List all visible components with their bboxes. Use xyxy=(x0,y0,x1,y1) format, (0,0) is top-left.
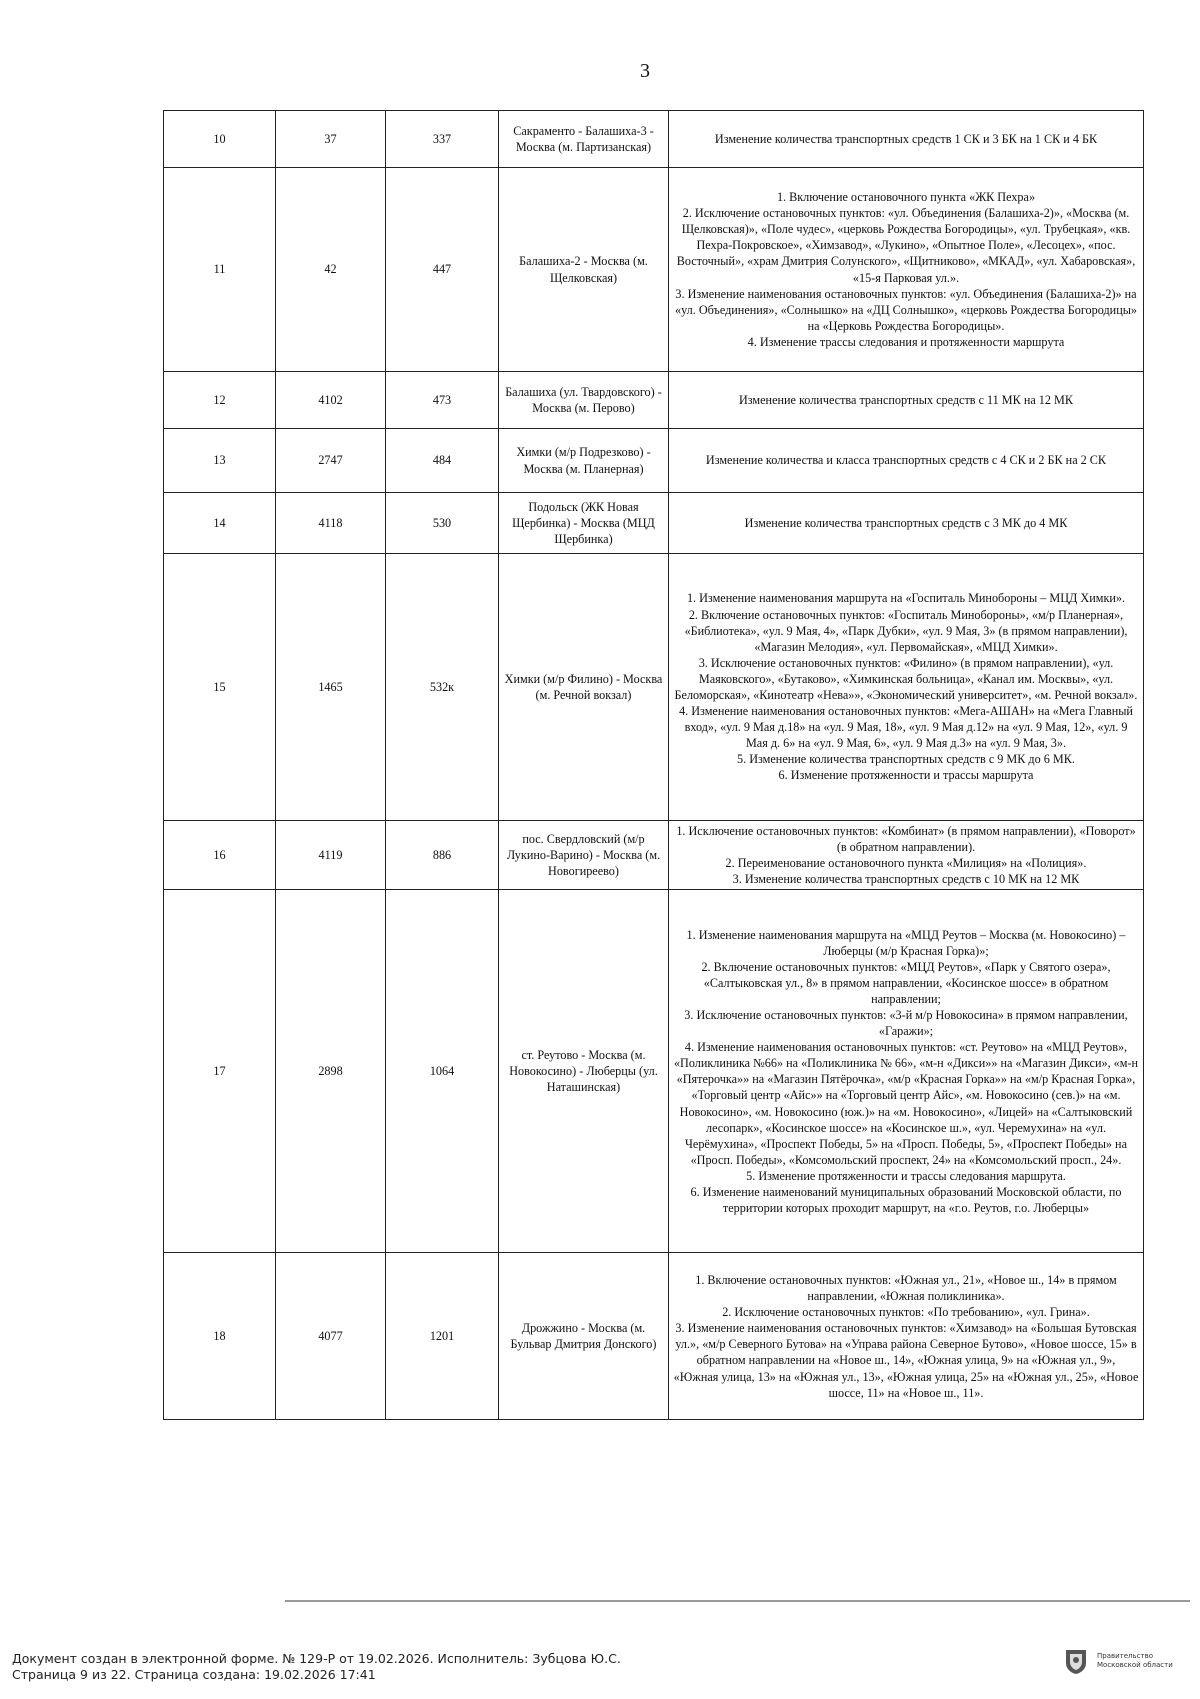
registration-number: 4102 xyxy=(276,372,386,429)
change-item: 2. Включение остановочных пунктов: «Госпиталь Минобороны», «м/р Планерная», «Библиотека», «ул. 9 Мая, 4», «Парк Дубки», «ул. 9 Мая, 3» (в прямом направлении), «Магазин Мелодия», «ул. Первомайская», «МЦД Химки». xyxy=(684,607,1128,654)
registration-number: 2747 xyxy=(276,429,386,493)
row-number: 15 xyxy=(164,554,276,821)
change-item: 2. Исключение остановочных пунктов: «ул. Объединения (Балашиха-2)», «Москва (м. Щелковская)», «Поле чудес», «церковь Рождества Богородицы», «ул. Трубецкая», «кв. Пехра-Покровское», «Химзавод», «Лукино», «Опытное Поле», «Лесоцех», «пос. Восточный», «храм Дмитрия Солунского», «Щитниково», «МКАД», «ул. Хабаровская», «15-я Парковая ул.». xyxy=(676,206,1136,285)
change-item: 3. Исключение остановочных пунктов: «Филино» (в прямом направлении), «ул. Маяковского», «Бутаково», «Химкинская больница», «Канал им. Москвы», «ул. Беломорская», «Кинотеатр «Нева»», «Экономический университет», «м. Речной вокзал». xyxy=(674,655,1138,702)
row-number: 13 xyxy=(164,429,276,493)
change-item: 1. Включение остановочных пунктов: «Южная ул., 21», «Новое ш., 14» в прямом направлении, «Южная поликлиника». xyxy=(695,1273,1117,1304)
table-row xyxy=(164,1253,1144,1420)
row-number: 10 xyxy=(164,111,276,168)
route-number: 1064 xyxy=(386,890,499,1253)
route-changes xyxy=(669,111,1144,168)
change-item: 3. Исключение остановочных пунктов: «3-й м/р Новокосина» в прямом направлении, «Гаражи»; xyxy=(684,1008,1128,1039)
registration-number: 2898 xyxy=(276,890,386,1253)
table-row xyxy=(164,890,1144,1253)
logo-text-line-1: Правительство xyxy=(1097,1652,1153,1660)
row-number: 14 xyxy=(164,493,276,554)
change-item: 3. Изменение наименования остановочных пунктов: «ул. Объединения (Балашиха-2)» на «ул. Объединения», «Солнышко» на «ДЦ Солнышко», «церковь Рождества Богородицы» на «Церковь Рождества Богородицы». xyxy=(675,286,1137,333)
registration-number: 4077 xyxy=(276,1253,386,1420)
change-item: 4. Изменение наименования остановочных пунктов: «ст. Реутово» на «МЦД Реутов», «Поликлиника №66» на «Поликлиника № 66», «м-н «Дикси»» на «Магазин Дикси», «м-н «Пятерочка»» на «Магазин Пятёрочка», «м/р «Красная Горка»» на «м/р Красная Горка», «Торговый центр «Айс»» на «Торговый центр Айс», «м. Новокосино (сев.)» на «м. Новокосино», «м. Новокосино (юж.)» на «м. Новокосино», «Лицей» на «Салтыковский лесопарк», «Косинское шоссе» на «Косинское ш.», «ул. Черемухина» на «ул. Черёмухина», «Проспект Победы, 5» на «Просп. Победы, 5», «Проспект Победы» на «Просп. Победы», «Комсомольский проспект, 24» на «Комсомольский просп., 24». xyxy=(673,1040,1139,1167)
change-item: 2. Переименование остановочного пункта «Милиция» на «Полиция». xyxy=(725,856,1087,871)
table-row xyxy=(164,493,1144,554)
route-name: Балашиха (ул. Твардовского) - Москва (м. Перово) xyxy=(499,372,669,429)
route-number: 1201 xyxy=(386,1253,499,1420)
change-item: Изменение количества транспортных средств с 3 МК до 4 МК xyxy=(744,515,1068,530)
change-item: 1. Изменение наименования маршрута на «Госпиталь Минобороны – МЦД Химки». xyxy=(686,591,1126,606)
change-item: 5. Изменение протяженности и трассы следования маршрута. xyxy=(746,1168,1066,1183)
route-number: 473 xyxy=(386,372,499,429)
row-number: 18 xyxy=(164,1253,276,1420)
registration-number: 4118 xyxy=(276,493,386,554)
change-item: Изменение количества транспортных средств с 11 МК на 12 МК xyxy=(738,392,1074,407)
page-number: 3 xyxy=(640,60,650,82)
footer-text xyxy=(12,1651,621,1683)
change-item: 4. Изменение наименования остановочных пунктов: «Мега-АШАН» на «Мега Главный вход», «ул. 9 Мая д.18» на «ул. 9 Мая, 18», «ул. 9 Мая д.12» на «ул. 9 Мая, 12», «ул. 9 Мая д. 6» на «ул. 9 Мая, 6», «ул. 9 Мая д.3» на «ул. 9 Мая, 3». xyxy=(679,704,1133,751)
change-item: 3. Изменение количества транспортных средств с 10 МК на 12 МК xyxy=(732,872,1080,887)
change-item: 1. Включение остановочного пункта «ЖК Пехра» xyxy=(776,190,1036,205)
route-name: Дрожжино - Москва (м. Бульвар Дмитрия Донского) xyxy=(499,1253,669,1420)
change-item: 3. Изменение наименования остановочных пунктов: «Химзавод» на «Большая Бутовская ул.», «м/р Северного Бутова» на «Управа района Северное Бутово», «Новое шоссе, 15» в обратном направлении на «Новое ш., 14», «Южная улица, 9» на «Южная ул., 9», «Южная улица, 13» на «Южная ул., 13», «Южная улица, 25» на «Южная ул., 25», «Новое шоссе, 11» на «Новое ш., 11». xyxy=(673,1321,1139,1400)
table-row xyxy=(164,168,1144,372)
footer-line-2: Страница 9 из 22. Страница создана: 19.02.2026 17:41 xyxy=(12,1667,376,1682)
route-number: 532к xyxy=(386,554,499,821)
route-changes xyxy=(669,821,1144,890)
coat-of-arms-icon xyxy=(1065,1649,1087,1675)
route-changes xyxy=(669,168,1144,372)
logo-text xyxy=(1097,1652,1173,1670)
row-number: 17 xyxy=(164,890,276,1253)
table-row xyxy=(164,821,1144,890)
route-changes xyxy=(669,429,1144,493)
change-item: 4. Изменение трассы следования и протяженности маршрута xyxy=(747,334,1065,349)
registration-number: 1465 xyxy=(276,554,386,821)
row-number: 16 xyxy=(164,821,276,890)
change-item: Изменение количества и класса транспортных средств с 4 СК и 2 БК на 2 СК xyxy=(705,453,1107,468)
route-name: Сакраменто - Балашиха-3 - Москва (м. Партизанская) xyxy=(499,111,669,168)
change-item: 5. Изменение количества транспортных средств с 9 МК до 6 МК. xyxy=(737,752,1075,767)
route-name: Подольск (ЖК Новая Щербинка) - Москва (МЦД Щербинка) xyxy=(499,493,669,554)
route-changes xyxy=(669,372,1144,429)
table-row xyxy=(164,372,1144,429)
registration-number: 42 xyxy=(276,168,386,372)
route-changes xyxy=(669,554,1144,821)
route-name: Химки (м/р Филино) - Москва (м. Речной вокзал) xyxy=(499,554,669,821)
route-name: Балашиха-2 - Москва (м. Щелковская) xyxy=(499,168,669,372)
route-name: пос. Свердловский (м/р Лукино-Варино) - Москва (м. Новогиреево) xyxy=(499,821,669,890)
change-item: 2. Исключение остановочных пунктов: «По требованию», «ул. Грина». xyxy=(722,1305,1090,1320)
change-item: Изменение количества транспортных средств 1 СК и 3 БК на 1 СК и 4 БК xyxy=(714,131,1098,146)
table-row xyxy=(164,111,1144,168)
route-number: 337 xyxy=(386,111,499,168)
table-row xyxy=(164,429,1144,493)
route-changes xyxy=(669,493,1144,554)
route-name: ст. Реутово - Москва (м. Новокосино) - Люберцы (ул. Наташинская) xyxy=(499,890,669,1253)
route-changes xyxy=(669,890,1144,1253)
route-number: 886 xyxy=(386,821,499,890)
footer-divider xyxy=(285,1600,1190,1602)
change-item: 2. Включение остановочных пунктов: «МЦД Реутов», «Парк у Святого озера», «Салтыковская ул., 8» в прямом направлении, «Косинское шоссе» в обратном направлении; xyxy=(701,959,1111,1006)
route-changes xyxy=(669,1253,1144,1420)
route-name: Химки (м/р Подрезково) - Москва (м. Планерная) xyxy=(499,429,669,493)
routes-changes-table xyxy=(163,110,1144,1420)
change-item: 1. Исключение остановочных пунктов: «Комбинат» (в прямом направлении), «Поворот» (в обратном направлении). xyxy=(676,824,1136,855)
footer-line-1: Документ создан в электронной форме. № 129-Р от 19.02.2026. Исполнитель: Зубцова Ю.С. xyxy=(12,1651,621,1666)
change-item: 1. Изменение наименования маршрута на «МЦД Реутов – Москва (м. Новокосино) – Люберцы (м/р Красная Горка)»; xyxy=(686,927,1126,958)
change-item: 6. Изменение наименований муниципальных образований Московской области, по территории которых проходит маршрут, на «г.о. Реутов, г.о. Люберцы» xyxy=(690,1185,1122,1216)
table-row xyxy=(164,554,1144,821)
registration-number: 4119 xyxy=(276,821,386,890)
change-item: 6. Изменение протяженности и трассы маршрута xyxy=(778,768,1034,783)
logo-text-line-2: Московской области xyxy=(1097,1661,1173,1669)
registration-number: 37 xyxy=(276,111,386,168)
row-number: 12 xyxy=(164,372,276,429)
row-number: 11 xyxy=(164,168,276,372)
route-number: 530 xyxy=(386,493,499,554)
route-number: 484 xyxy=(386,429,499,493)
route-number: 447 xyxy=(386,168,499,372)
